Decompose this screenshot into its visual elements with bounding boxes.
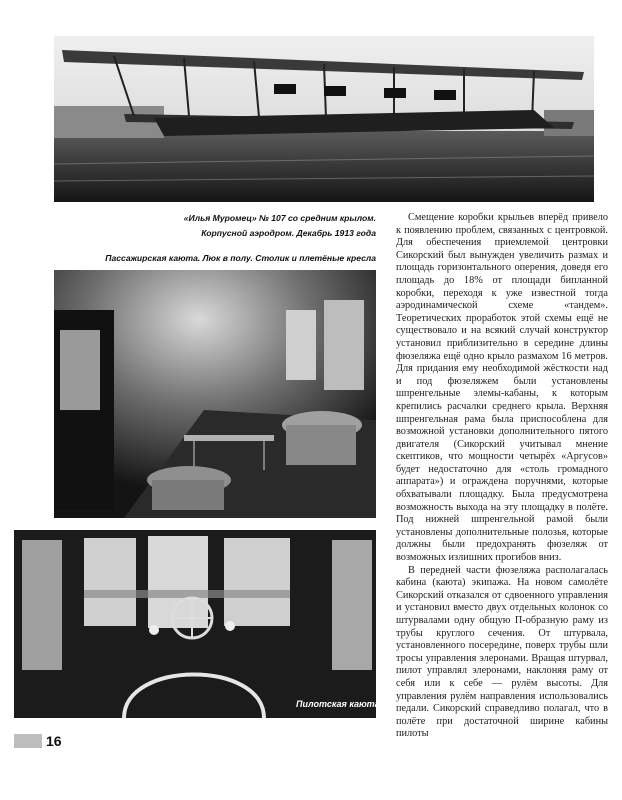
photo1-caption	[180, 211, 376, 241]
photo2-caption-text: Пассажирская каюта. Люк в полу. Столик и плетёные кресла	[105, 253, 376, 263]
article-paragraph-1: Смещение коробки крыльев вперёд привело к появлению проблем, связанных с центровкой. Для обеспечения приемлемой центровки Сикорский был вынужден увеличить размах и площадь горизонтального оперения, доведя его площадь до 18% от площади бипланной коробки, переходя к уже известной тогда аэродинамической схеме «тандем». Теоретических проработок этой схемы ещё не существовало и на всякий случай конструктор установил приблизительно в середине длины фюзеляжа ещё одно крыло размахом 16 метров. Для придания ему необходимой жёсткости над и под фюзеляжем были установлены шпренгельные элемы-кабаны, к которым крепились расчалки среднего крыла. Верхняя шпренгельная рама была приспособлена для возможной установки дополнительного пятого двигателя (Сикорский учитывал мнение скептиков, что мощности четырёх «Аргусов» будет недостаточно для «столь громадного аппарата») и ограждена поручнями, которые обхватывали площадку. Была предусмотрена возможность выхода на эту площадку в полёте. Под нижней шпренгельной рамой были установлены дополнительные полозья, которые должны были предохранять фюзеляж от возможных излишних прогибов вниз.	[396, 212, 608, 564]
photo1-caption-line2: Корпусной аэродром. Декабрь 1913 года	[201, 228, 376, 238]
photo2-caption	[54, 251, 376, 266]
photo3-label-text: Пилотская каюта	[296, 699, 380, 709]
photo1-caption-line1: «Илья Муромец» № 107 со средним крылом.	[183, 213, 376, 223]
page-number-bar	[14, 734, 42, 748]
photo3-label	[296, 699, 380, 709]
airplane-photo	[54, 36, 594, 202]
pilot-cabin-photo	[14, 530, 376, 718]
article-paragraph-2: В передней части фюзеляжа располагалась кабина (каюта) экипажа. На новом самолёте Сикорский отказался от сдвоенного управления и установил вместо двух отдельных колонок со штурвалами одну общую П-образную раму из трубы круглого сечения. От штурвала, установленного посередине, поверх трубы шли тросы управления элеронами. Вращая штурвал, пилот управлял элеронами, наклоняя раму от себя или к себе — рулём высоты. Для управления рулём направления использовались педали. Сикорский справедливо полагал, что в полёте при достаточной ширине кабины пилоты	[396, 564, 608, 740]
article-body	[396, 212, 608, 741]
passenger-cabin-photo	[54, 270, 376, 518]
page-number: 16	[46, 733, 62, 749]
